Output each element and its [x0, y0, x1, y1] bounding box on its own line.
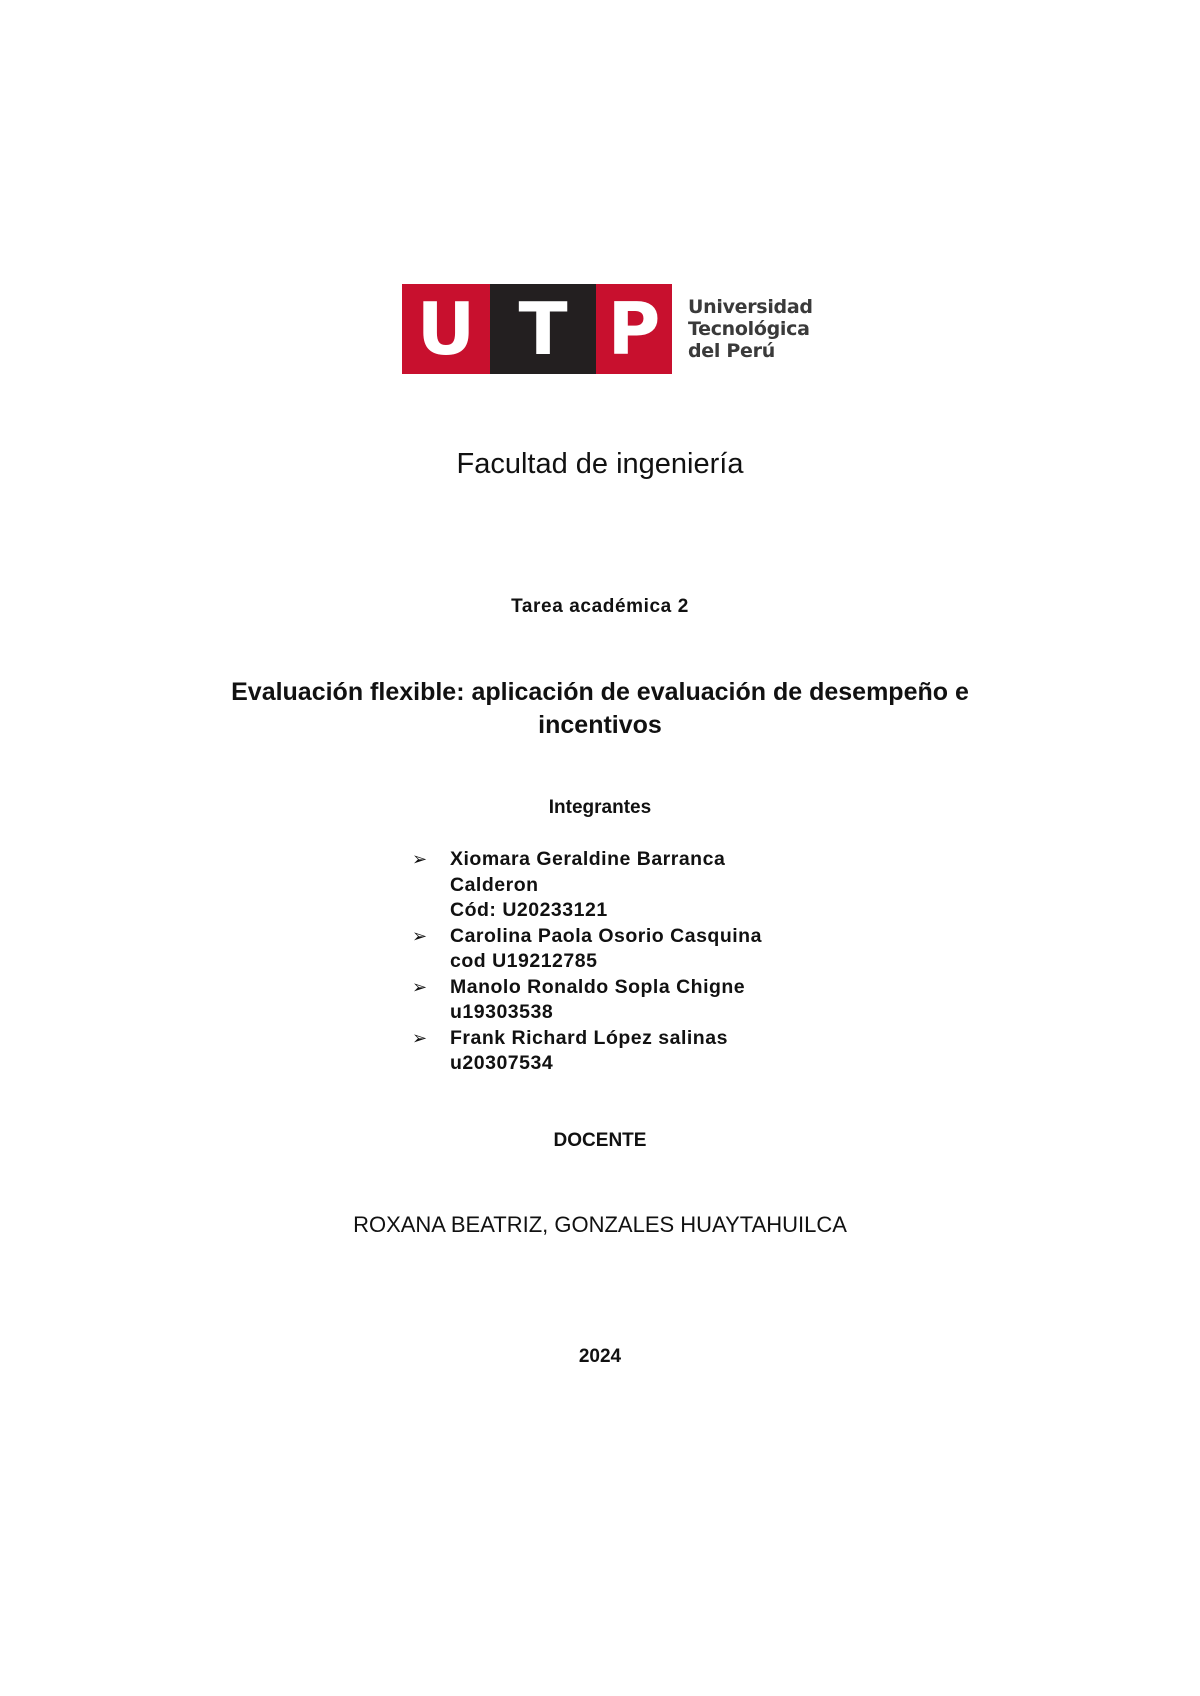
arrowhead-bullet-icon: ➢ — [412, 1027, 428, 1048]
member-code: u20307534 — [450, 1052, 554, 1074]
wordmark-line-3: del Perú — [688, 340, 775, 362]
member-name: Xiomara Geraldine Barranca — [450, 848, 726, 870]
docente-heading: DOCENTE — [553, 1130, 647, 1151]
member-item — [410, 975, 810, 1026]
document-title: Evaluación flexible: aplicación de evaluación de desempeño e incentivos — [231, 678, 969, 739]
member-code: u19303538 — [450, 1001, 554, 1023]
members-list — [410, 847, 810, 1077]
member-name: Manolo Ronaldo Sopla Chigne — [450, 975, 746, 998]
member-code: Cód: U20233121 — [450, 899, 608, 921]
member-name: Frank Richard López salinas — [450, 1026, 728, 1049]
member-item — [410, 1026, 810, 1077]
wordmark-line-2: Tecnológica — [688, 318, 810, 340]
teacher-name: ROXANA BEATRIZ, GONZALES HUAYTAHUILCA — [353, 1212, 847, 1237]
task-label: Tarea académica 2 — [511, 596, 689, 617]
member-item — [410, 924, 810, 975]
utp-logo — [402, 284, 822, 374]
faculty-title: Facultad de ingeniería — [456, 448, 744, 480]
arrowhead-bullet-icon: ➢ — [412, 976, 428, 997]
logo-wordmark — [688, 296, 828, 362]
integrantes-heading: Integrantes — [548, 797, 652, 818]
logo-letter-p: P — [607, 287, 661, 371]
member-code: cod U19212785 — [450, 950, 598, 972]
member-name-cont: Calderon — [450, 873, 539, 896]
year: 2024 — [578, 1346, 622, 1367]
member-item — [410, 847, 810, 924]
wordmark-line-1: Universidad — [688, 296, 813, 318]
arrowhead-bullet-icon: ➢ — [412, 925, 428, 946]
member-name: Carolina Paola Osorio Casquina — [450, 924, 762, 947]
logo-letter-t: T — [518, 287, 568, 371]
logo-letter-u: U — [416, 287, 476, 371]
arrowhead-bullet-icon: ➢ — [412, 849, 428, 869]
